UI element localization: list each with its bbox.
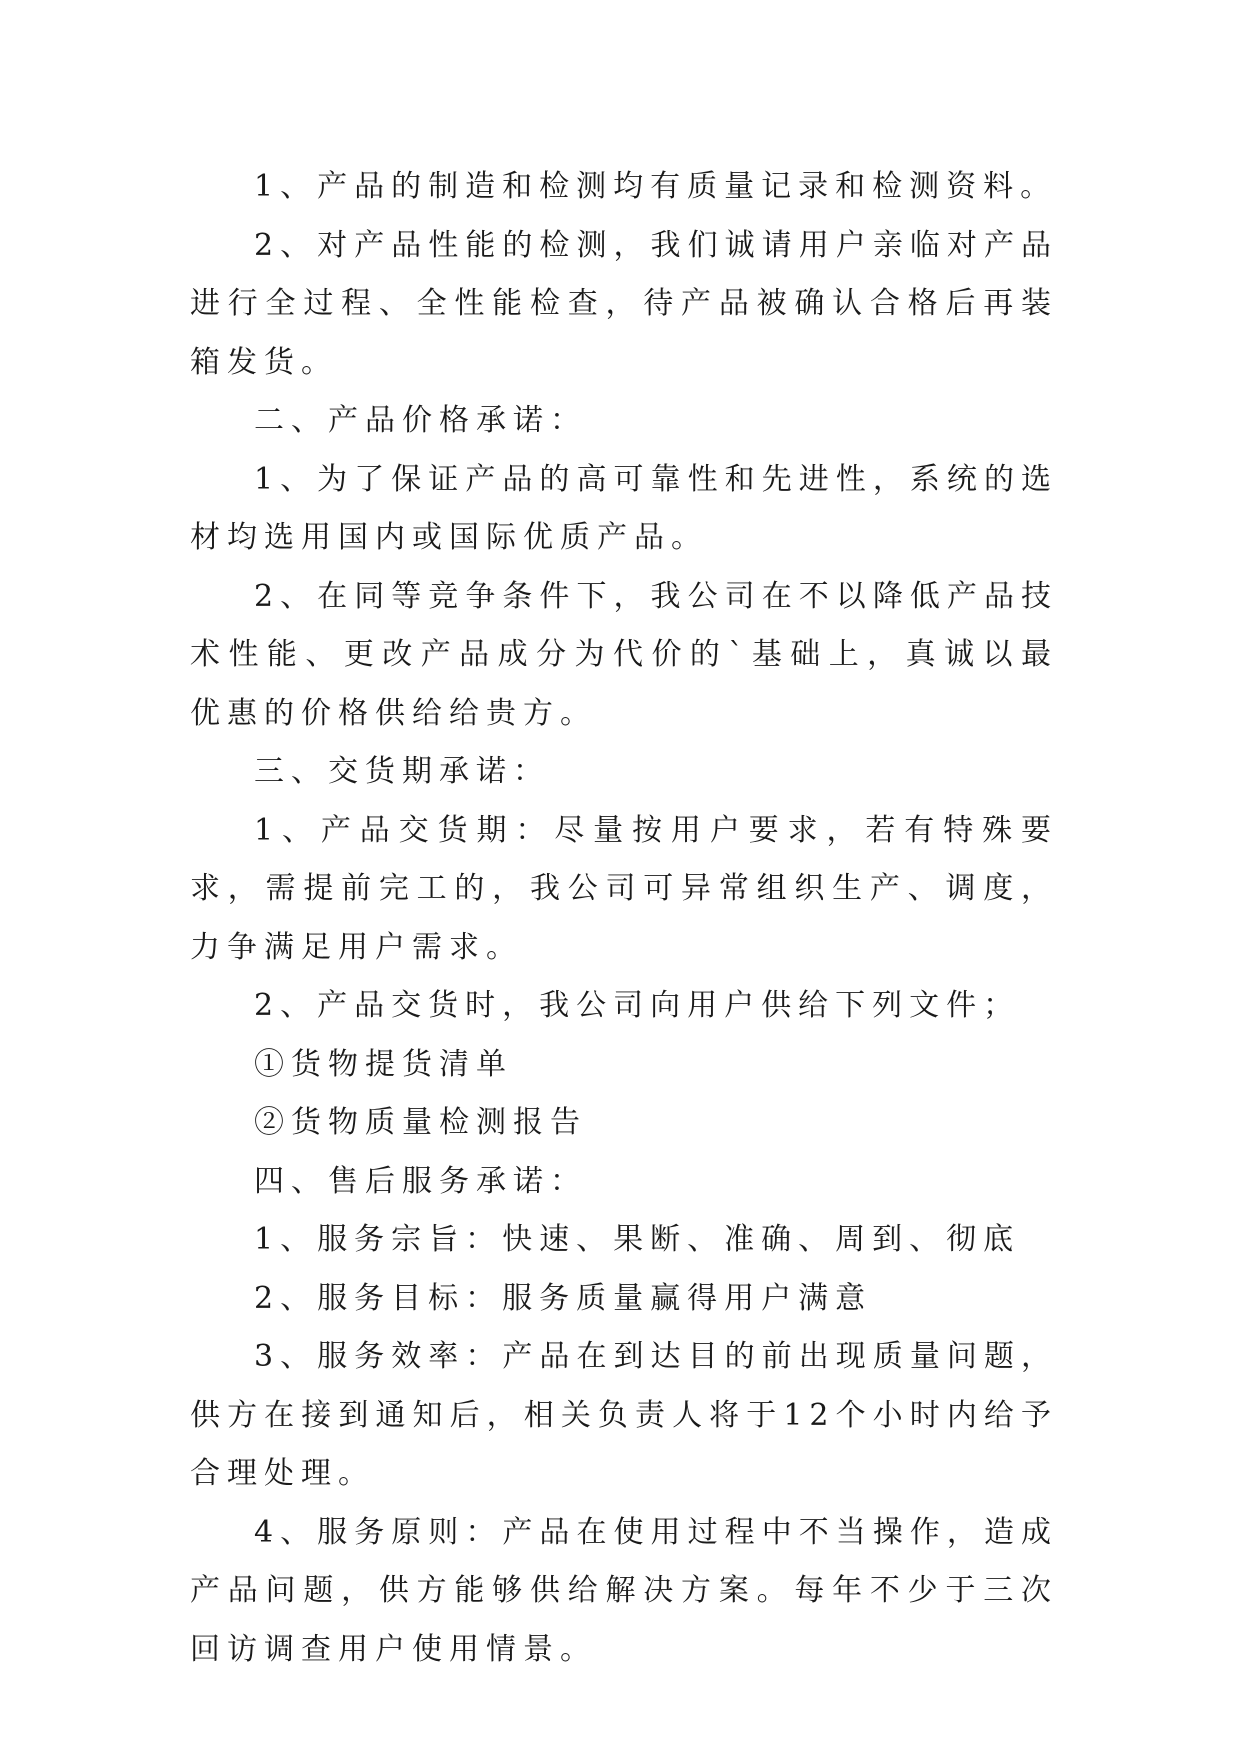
- list-item-delivery-list: ①货物提货清单: [254, 1046, 513, 1082]
- paragraph-service-principle: 4、服务原则：产品在使用过程中不当操作，造成产品问题，供方能够供给解决方案。每年不少于三次回访调查用户使用情景。: [190, 1514, 1058, 1667]
- section-heading-after-sales: 四、售后服务承诺：: [254, 1163, 587, 1199]
- paragraph-service-efficiency: 3、服务效率：产品在到达目的前出现质量问题，供方在接到通知后，相关负责人将于12个小时内给予合理处理。: [190, 1339, 1058, 1491]
- paragraph-performance-inspection: 2、对产品性能的检测，我们诚请用户亲临对产品进行全过程、全性能检查，待产品被确认合格后再装箱发货。: [190, 227, 1058, 380]
- paragraph-delivery-documents: 2、产品交货时，我公司向用户供给下列文件；: [254, 988, 1021, 1023]
- paragraph-quality-records: 1、产品的制造和检测均有质量记录和检测资料。: [254, 169, 1058, 204]
- paragraph-material-selection: 1、为了保证产品的高可靠性和先进性，系统的选材均选用国内或国际优质产品。: [190, 461, 1058, 555]
- document-body: [190, 158, 1058, 1679]
- section-heading-price-commitment: 二、产品价格承诺：: [254, 403, 587, 438]
- paragraph-preferential-price: 2、在同等竞争条件下，我公司在不以降低产品技术性能、更改产品成分为代价的`基础上，真诚以最优惠的价格供给给贵方。: [190, 578, 1058, 731]
- paragraph-service-purpose: 1、服务宗旨：快速、果断、准确、周到、彻底: [254, 1222, 1021, 1257]
- list-item-quality-report: ②货物质量检测报告: [254, 1105, 587, 1140]
- paragraph-service-goal: 2、服务目标：服务质量赢得用户满意: [254, 1280, 873, 1316]
- section-heading-delivery-commitment: 三、交货期承诺：: [254, 754, 550, 789]
- paragraph-delivery-period: 1、产品交货期：尽量按用户要求，若有特殊要求，需提前完工的，我公司可异常组织生产、调度，力争满足用户需求。: [190, 812, 1058, 965]
